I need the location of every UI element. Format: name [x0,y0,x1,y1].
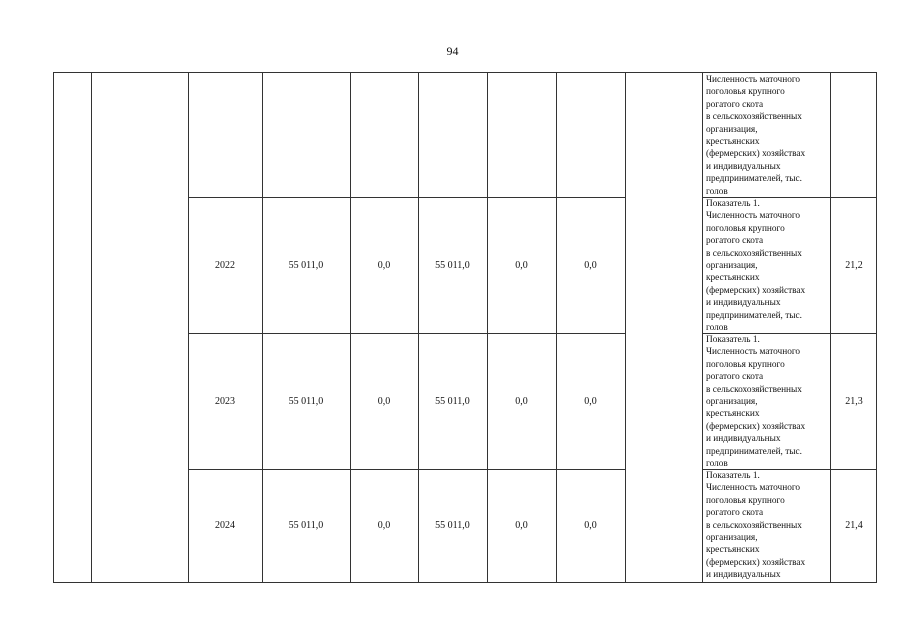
indicator-line: (фермерских) хозяйствах [706,149,806,160]
value-cell: 0,0 [584,395,597,407]
indicator-line: крестьянских [706,409,760,420]
value-cell [556,73,625,197]
indicator-line: рогатого скота [706,236,764,247]
total-cell: 55 011,0 [288,259,324,271]
indicator-line: Показатель 1. [706,471,760,481]
indicator-line: предпринимателей, тыс. [706,310,802,321]
indicator-line: рогатого скота [706,508,764,519]
indicator-value-cell: 21,3 [845,395,863,407]
program-table [53,72,877,583]
table-row [188,197,876,333]
year-cell: 2022 [215,259,235,271]
indicator-cell [702,333,830,469]
indicator-value-cell: 21,4 [845,520,863,531]
value-cell: 0,0 [377,395,391,407]
indicator-line: голов [706,459,728,469]
value-cell: 0,0 [515,259,528,271]
total-cell: 55 011,0 [288,520,324,531]
indicator-line: голов [706,323,728,333]
indicator-line: организация, [706,533,758,544]
indicator-line: и индивидуальных [706,161,781,172]
indicator-line: и индивидуальных [706,298,781,309]
indicator-line: и индивидуальных [706,570,781,581]
indicator-line: в сельскохозяйственных [706,248,802,259]
value-cell [418,73,487,197]
value-cell: 0,0 [584,520,597,531]
indicator-line: и индивидуальных [706,434,781,445]
value-cell: 0,0 [515,520,528,531]
indicator-line: рогатого скота [706,99,764,110]
value-cell: 55 011,0 [435,395,470,407]
indicator-line: (фермерских) хозяйствах [706,285,806,296]
indicator-line: Численность маточного [706,483,801,494]
indicator-cell [702,73,830,197]
indicator-line: Численность маточного [706,211,801,222]
indicator-line: предпринимателей, тыс. [706,446,802,457]
table-row [188,333,876,469]
value-cell [487,73,556,197]
column-divider [91,73,92,582]
table-row [188,469,876,582]
indicator-line: организация, [706,397,758,408]
value-cell [350,73,418,197]
total-cell: 55 011,0 [288,395,324,407]
indicator-line: (фермерских) хозяйствах [706,557,806,568]
indicator-value-cell [830,73,877,197]
indicator-cell [702,469,830,582]
indicator-line: крестьянских [706,273,760,284]
value-cell: 55 011,0 [435,259,470,271]
indicator-value-cell: 21,2 [845,259,863,271]
value-cell: 0,0 [377,520,391,531]
indicator-line: предпринимателей, тыс. [706,174,802,185]
indicator-line: Показатель 1. [706,199,760,209]
indicator-line: крестьянских [706,545,760,556]
indicator-line: поголовья крупного [706,87,785,98]
indicator-line: в сельскохозяйственных [706,384,802,395]
year-cell [188,73,262,197]
indicator-line: Показатель 1. [706,335,760,345]
indicator-line: крестьянских [706,137,760,148]
indicator-line: организация, [706,261,758,272]
value-cell: 55 011,0 [435,520,470,531]
indicator-line: Численность маточного [706,75,801,85]
indicator-line: рогатого скота [706,372,764,383]
value-cell: 0,0 [377,259,391,271]
value-cell: 0,0 [584,259,597,271]
year-cell: 2023 [215,395,235,407]
indicator-line: Численность маточного [706,347,801,358]
year-cell: 2024 [215,520,235,531]
indicator-line: (фермерских) хозяйствах [706,421,806,432]
indicator-line: голов [706,186,728,197]
indicator-cell [702,197,830,333]
indicator-line: в сельскохозяйственных [706,112,802,123]
indicator-line: в сельскохозяйственных [706,520,802,531]
table-row [188,73,876,197]
indicator-line: поголовья крупного [706,359,785,370]
total-cell [262,73,350,197]
page-number: 94 [446,44,459,58]
value-cell: 0,0 [515,395,528,407]
indicator-line: поголовья крупного [706,495,785,506]
indicator-line: организация, [706,124,758,135]
indicator-line: поголовья крупного [706,223,785,234]
